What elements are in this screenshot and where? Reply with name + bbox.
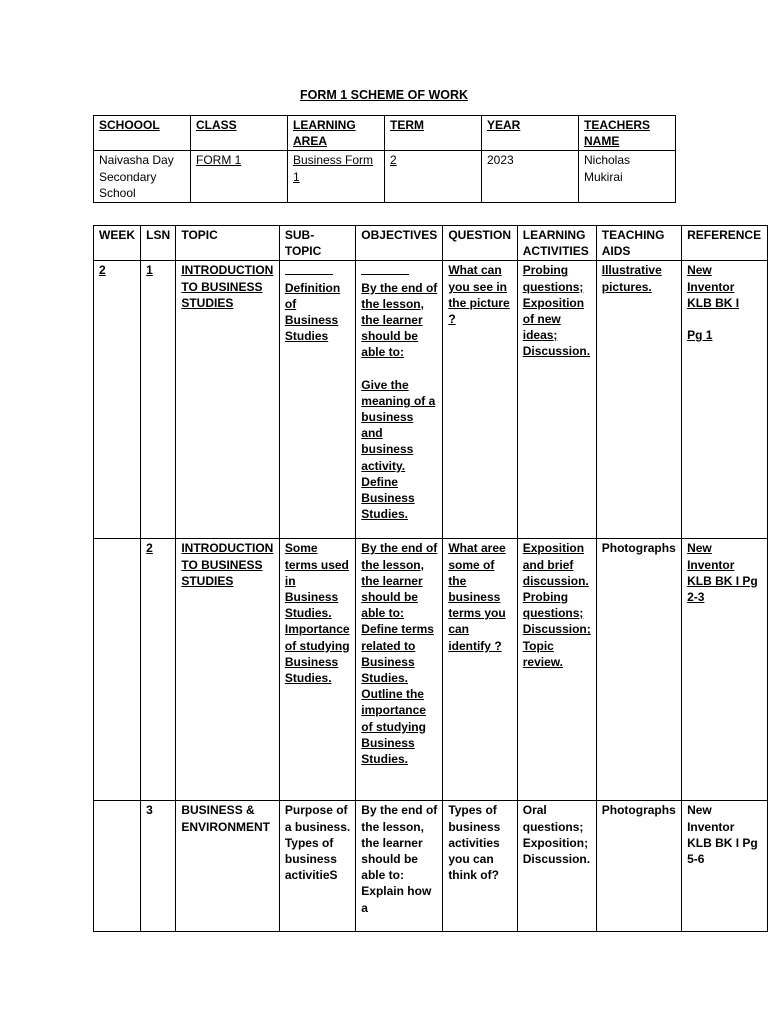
aids-cell: Photographs — [596, 539, 681, 801]
header-reference: REFERENCE — [682, 226, 768, 261]
header-sub-topic: SUB-TOPIC — [279, 226, 355, 261]
term-value: 2 — [385, 151, 482, 203]
header-learning-activities: LEARNING ACTIVITIES — [517, 226, 596, 261]
scheme-header-row — [94, 226, 768, 261]
teachers-name-value: Nicholas Mukirai — [579, 151, 676, 203]
subtopic-text: Definition of Business Studies — [284, 280, 341, 344]
subtopic-cell: Purpose of a business. Types of business activitieS — [279, 801, 355, 932]
topic-cell: INTRODUCTION TO BUSINESS STUDIES — [176, 261, 280, 539]
header-class: CLASS — [191, 116, 288, 151]
lsn-cell: 2 — [141, 539, 176, 801]
year-value: 2023 — [482, 151, 579, 203]
header-topic: TOPIC — [176, 226, 280, 261]
activities-cell: Oral questions; Exposition; Discussion. — [517, 801, 596, 932]
objectives-cell: By the end of the lesson, the learner should be able to: Define terms related to Business Studies. Outline the importance of studying Business Studies. — [356, 539, 443, 801]
school-value: Naivasha Day Secondary School — [94, 151, 191, 203]
reference-page: Pg 1 — [687, 328, 713, 343]
header-year: YEAR — [482, 116, 579, 151]
reference-text: New Inventor KLB BK I — [687, 263, 740, 310]
table-row — [94, 261, 768, 539]
blank-line — [361, 262, 409, 275]
scheme-of-work-table — [93, 225, 768, 932]
info-header-row — [94, 116, 676, 151]
info-value-row — [94, 151, 676, 203]
blank-line — [285, 262, 333, 275]
header-week: WEEK — [94, 226, 141, 261]
lsn-cell: 3 — [141, 801, 176, 932]
week-cell — [94, 801, 141, 932]
question-cell: What can you see in the picture ? — [443, 261, 517, 539]
aids-cell: Photographs — [596, 801, 681, 932]
learning-area-value: Business Form 1 — [288, 151, 385, 203]
header-lsn: LSN — [141, 226, 176, 261]
activities-cell: Exposition and brief discussion. Probing questions; Discussion; Topic review. — [517, 539, 596, 801]
objectives-cell — [356, 261, 443, 539]
objectives-intro: By the end of the lesson, the learner should be able to: — [361, 280, 438, 360]
header-teaching-aids: TEACHING AIDS — [596, 226, 681, 261]
header-teachers-name: TEACHERS NAME — [579, 116, 676, 151]
subtopic-cell — [279, 261, 355, 539]
question-cell: Types of business activities you can think of? — [443, 801, 517, 932]
lsn-cell: 1 — [141, 261, 176, 539]
table-row — [94, 539, 768, 801]
header-learning-area: LEARNING AREA — [288, 116, 385, 151]
table-row — [94, 801, 768, 932]
header-objectives: OBJECTIVES — [356, 226, 443, 261]
topic-cell: BUSINESS & ENVIRONMENT — [176, 801, 280, 932]
question-cell: What aree some of the business terms you can identify ? — [443, 539, 517, 801]
reference-cell: New Inventor KLB BK I Pg 5-6 — [682, 801, 768, 932]
page-title: FORM 1 SCHEME OF WORK — [299, 88, 469, 102]
objectives-body: Give the meaning of a business and business activity. Define Business Studies. — [361, 377, 436, 522]
objectives-cell: By the end of the lesson, the learner should be able to: Explain how a — [356, 801, 443, 932]
aids-cell: Illustrative pictures. — [596, 261, 681, 539]
header-question: QUESTION — [443, 226, 517, 261]
reference-cell: New Inventor KLB BK I Pg 2-3 — [682, 539, 768, 801]
topic-cell: INTRODUCTION TO BUSINESS STUDIES — [176, 539, 280, 801]
reference-cell — [682, 261, 768, 539]
week-cell: 2 — [94, 261, 141, 539]
class-value: FORM 1 — [191, 151, 288, 203]
header-school: SCHOOOL — [94, 116, 191, 151]
school-info-table — [93, 115, 676, 203]
header-term: TERM — [385, 116, 482, 151]
subtopic-cell: Some terms used in Business Studies. Importance of studying Business Studies. — [279, 539, 355, 801]
week-cell — [94, 539, 141, 801]
activities-cell: Probing questions; Exposition of new ideas; Discussion. — [517, 261, 596, 539]
